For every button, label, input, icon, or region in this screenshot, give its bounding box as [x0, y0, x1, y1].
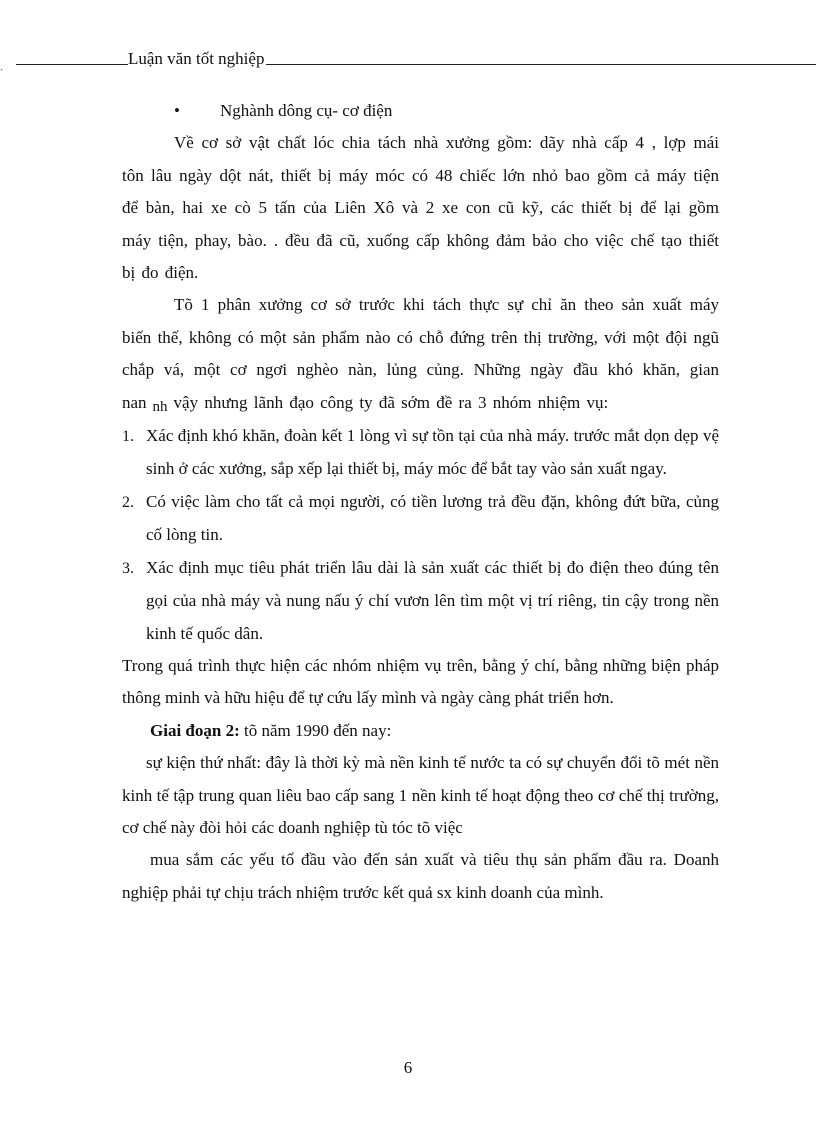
stage-heading — [122, 715, 719, 747]
paragraph-history — [122, 289, 719, 420]
running-header: Luận văn tốt nghiệp — [128, 49, 265, 68]
document-body — [122, 95, 719, 909]
header-mark: ˏ — [0, 60, 4, 71]
list-item-number: 1. — [122, 428, 134, 446]
list-item-number: 2. — [122, 493, 134, 511]
list-item — [122, 552, 719, 650]
paragraph-history-text-a: Tõ 1 phân xưởng cơ sở trước khi tách thực sự chỉ ăn theo sản xuất máy biến thế, không có một sản phẩm nào có chỗ đứng trên thị trường, với một đội ngũ chắp vá, một cơ ngơi nghèo nàn, lủng củng. Những ngày đầu khó khăn, gian nan — [122, 295, 719, 412]
page-number: 6 — [403, 1058, 413, 1077]
paragraph-history-text-b: vậy nhưng lãnh đạo công ty đã sớm đề ra 3 nhóm nhiệm vụ: — [173, 392, 609, 412]
subscript-fragment: nh — [152, 398, 168, 415]
bullet-item — [122, 95, 719, 127]
paragraph-event-continued: mua sắm các yếu tố đầu vào đến sản xuất và tiêu thụ sản phẩm đầu ra. Doanh nghiệp phải tự chịu trách nhiệm trước kết quả sx kinh doanh của mình. — [122, 850, 719, 902]
bullet-text: Nghành dông cụ- cơ điện — [220, 101, 393, 120]
list-item — [122, 420, 719, 486]
stage-text: tõ năm 1990 đến nay: — [239, 720, 392, 740]
list-item-text: Xác định khó khăn, đoàn kết 1 lòng vì sự tồn tại của nhà máy. trước mắt dọn dẹp vệ sinh ở các xưởng, sắp xếp lại thiết bị, máy móc để bắt tay vào sản xuất ngay. — [146, 426, 719, 479]
paragraph-facilities: Về cơ sở vật chất lóc chia tách nhà xưởng gồm: dãy nhà cấp 4 , lợp mái tôn lâu ngày dột nát, thiết bị máy móc có 48 chiếc lớn nhỏ bao gồm cả máy tiện để bàn, hai xe cò 5 tấn của Liên Xô và 2 xe con cũ kỹ, các thiết bị để lại gồm máy tiện, phay, bào. . đều đã cũ, xuống cấp không đảm bảo cho việc chế tạo thiết bị đo điện. — [122, 133, 719, 283]
list-item-number: 3. — [122, 559, 134, 577]
bullet-icon: • — [174, 101, 180, 120]
stage-label: Giai đoạn 2: — [150, 720, 240, 740]
paragraph-event: sự kiện thứ nhất: đây là thời kỳ mà nền kinh tế nước ta có sự chuyển đổi tõ mét nền kinh tế tập trung quan liêu bao cấp sang 1 nền kinh tế hoạt động theo cơ chế thị trường, cơ chế này đòi hỏi các doanh nghiệp tù tóc tõ việc — [122, 753, 719, 837]
list-item-text: Có việc làm cho tất cả mọi người, có tiền lương trả đều đặn, không đứt bữa, củng cố lòng tin. — [146, 491, 719, 545]
paragraph-summary: Trong quá trình thực hiện các nhóm nhiệm vụ trên, bằng ý chí, bằng những biện pháp thông minh và hữu hiệu để tự cứu lấy mình và ngày càng phát triển hơn. — [122, 655, 719, 708]
list-item — [122, 486, 719, 552]
list-item-text: Xác định mục tiêu phát triển lâu dài là sản xuất các thiết bị đo điện theo đúng tên gọi của nhà máy và nung nấu ý chí vươn lên tìm một vị trí riêng, tin cậy trong nền kinh tế quốc dân. — [146, 557, 719, 643]
